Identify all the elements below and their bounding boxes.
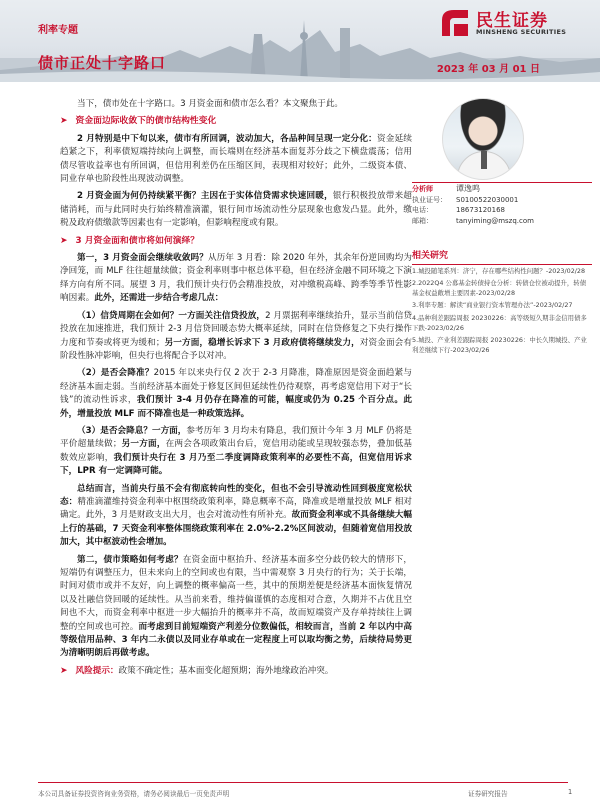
report-date: 2023 年 03 月 01 日 xyxy=(436,64,540,75)
paragraph xyxy=(60,252,412,306)
bold-text: 总结而言，当前央行虽不会有彻底转向性的变化，但也不会引导流动性回到极度宽松状态： xyxy=(60,483,412,507)
text: 2015 年以来央行仅 2 次于 2-3 月降准，降准原因是资金面趋紧与经济基本面走弱。当前经济基本面处于修复区间但延续性仍待观察，再考虑宽信用下对于“长钱”的流动性诉求， xyxy=(60,368,412,406)
bold-text: 第二，债市策略如何考虑？ xyxy=(77,554,183,565)
bold-text: 2 月资金面为何仍持续紧平衡？主因在于实体信贷需求快速回暖， xyxy=(77,191,333,202)
company-logo xyxy=(436,4,586,44)
bold-text: 故而资金利率或不具备继续大幅上行的基础，7 天资金利率整体围绕政策利率在 2.0%-2.2%区间波动，但随着宽信用投放加大，其中枢波动性会增加。 xyxy=(60,510,412,548)
text: 精准滴灌维持资金利率中枢围绕政策利率，降息概率不高，降准或是增量投放 MLF 相对确定。此外，3 月是财政支出大月，也会对流动性有所补充。 xyxy=(60,496,412,521)
phone-row xyxy=(412,205,592,216)
text: 参考历年 3 月均未有降息，我们预计今年 3 月 MLF 仍将是平价超量续做； xyxy=(60,425,412,450)
risk-text: 政策不确定性；基本面变化超预期；海外地缘政治冲突。 xyxy=(118,665,334,676)
section-heading xyxy=(60,235,412,248)
related-heading: 相关研究 xyxy=(412,252,592,265)
paragraph xyxy=(60,133,412,187)
bold-text: 我们预计 3-4 月仍存在降准的可能，幅度或仍为 0.25 个百分点。此外，增量投放 MLF 而不降准也是一种政策选择。 xyxy=(60,395,413,419)
cert-row xyxy=(412,195,592,206)
logo-cn-text: 民生证券 xyxy=(476,11,548,31)
related-item[interactable]: 5.城投、产业利差跟踪周报 20230226：中长久期城投、产业利差继续下行-2023/02/26 xyxy=(412,336,587,354)
text: 资金延续趋紧之下，利率债短端持续向上调整，而长端则在经济基本面复苏分歧之下横盘震荡；信用债尽管收益率也有所回调，但信用利差仍在压缩区间，表现相对较好；此外，二级资本债、同业存单也阶段性出现波动调整。 xyxy=(60,133,412,185)
bold-text: （1）信贷周期在会如何？一方面关注信贷投放， xyxy=(77,310,266,321)
paragraph xyxy=(60,554,412,661)
related-item[interactable]: 3.利率专题：解读“商业银行资本管理办法”-2023/02/27 xyxy=(412,301,573,310)
bold-text: 而考虑到目前短端资产利差分位数偏低，相较而言，当前 2 年以内中高等级信用品种、3 年内二永债以及同业存单或在一定程度上可以取均衡之势，后续待局势更为清晰明朗后再做考虑。 xyxy=(60,621,412,659)
arrow-icon: ➤ xyxy=(60,665,68,676)
report-category: 证券研究报告 xyxy=(468,790,508,798)
bold-text: （3）是否会降息？一方面， xyxy=(77,425,187,436)
main-content xyxy=(60,98,412,678)
text: 对资金面会有阶段性脉冲影响，但央行也将配合予以对冲。 xyxy=(60,337,412,361)
report-type-label: 利率专题 xyxy=(38,25,78,36)
paragraph xyxy=(60,425,412,479)
text: 在资金面中枢抬升、经济基本面多空分歧仍较大的情形下，短端仍有调整压力，但未来向上的空间或也有限，当中需观察 3 月央行的行为；关于长端，时间对债市或并不友好，向上调整的概率偏高一些，其中的预期差便是经济基本面恢复情况以及社融信贷回暖的延续性。从当前来看，维持偏谨慎的态度相对合意，久期并不占优且空间也不大，而资金利率中枢进一步大幅抬升的概率并不高，故而短端资产及存单持续往上调整的空间或也可控。 xyxy=(60,554,412,632)
bold-text: （2）是否会降准？ xyxy=(77,368,154,379)
paragraph xyxy=(60,310,412,364)
bold-text: 我们预计央行在 3 月乃至二季度调降政策利率的必要性不高，但宽信用诉求下，LPR 有一定调降可能。 xyxy=(60,452,412,477)
report-title: 债市正处十字路口 xyxy=(38,54,167,72)
related-research xyxy=(412,252,592,358)
email-row xyxy=(412,216,592,227)
arrow-icon: ➤ xyxy=(60,235,68,246)
analyst-role-label: 分析师 xyxy=(412,185,433,193)
analyst-photo xyxy=(442,98,524,180)
text: 在两会各项政策出台后，宽信用动能或呈现较强态势，叠加低基数效应影响， xyxy=(60,439,412,463)
section-title: 资金面边际收敛下的债市结构性变化 xyxy=(75,116,217,127)
arrow-icon: ➤ xyxy=(60,116,68,127)
cert-value: S0100522030001 xyxy=(456,195,519,204)
bold-text: 此外，还需进一步结合考虑几点： xyxy=(94,293,224,304)
logo-en-text: MINSHENG SECURITIES xyxy=(476,28,567,36)
bold-text: 2 月特别是中下旬以来，债市有所回调，波动加大，各品种间呈现一定分化： xyxy=(77,133,377,144)
related-item[interactable]: 1.城投随笔系列：济宁，存在哪些结构性问题？-2023/02/28 xyxy=(412,266,586,275)
risk-warning xyxy=(60,665,412,678)
related-item[interactable]: 4.品种利差跟踪周报 20230226：高等级短久期非金信用债多下跌-2023/02/26 xyxy=(412,313,587,332)
analyst-info xyxy=(412,184,592,226)
analyst-divider xyxy=(412,182,592,183)
paragraph xyxy=(60,483,412,550)
photo-tie xyxy=(481,151,487,169)
phone-label: 电话： xyxy=(412,206,433,214)
bold-text: 另一方面，稳增长诉求下 3 月政府债将继续发力， xyxy=(164,337,360,348)
email-value[interactable]: tanyiming@mszq.com xyxy=(456,216,534,225)
bold-text: 第一，3 月资金面会继续收敛吗？ xyxy=(77,253,208,264)
email-label: 邮箱： xyxy=(412,216,433,225)
phone-value: 18673120168 xyxy=(456,206,505,214)
analyst-name: 谭逸鸣 xyxy=(456,184,480,193)
paragraph xyxy=(60,190,412,230)
related-item[interactable]: 2.2022Q4 公募基金转债持仓分析：转债仓位被动提升，转债基金权益敞增主要因素-2023/02/28 xyxy=(412,279,587,297)
disclaimer-text: 本公司具备证券投资咨询业务资格，请务必阅读最后一页免责声明 xyxy=(38,790,230,798)
section-heading xyxy=(60,115,412,128)
analyst-name-row xyxy=(412,184,592,195)
text: 从历年 3 月看：除 2020 年外，其余年份逆回购均为净回笼，而 MLF 往往超量续做；资金利率则事中枢总体平稳，但在经济金融不同环境之下演绎方向有所不同。展望 3 月，我们预计央行仍会精准投放，对冲缴税高峰、跨季等季节性影响因素。 xyxy=(60,253,412,304)
text: 银行积极投放带来超储消耗，而与此同时央行始终精准滴灌，银行间市场流动性分层现象也愈发凸显。此外，缴税及政府债缴款等因素也有一定影响，但影响程度或有限。 xyxy=(60,191,412,229)
cert-label: 执业证号： xyxy=(412,195,447,204)
logo-mark-icon xyxy=(438,6,472,40)
page-number: 1 xyxy=(568,788,573,796)
section-title: 3 月资金面和债市将如何演绎？ xyxy=(75,235,200,246)
text: 2 月票据利率继续抬升，显示当前信贷投放在加速推进，我们预计 2-3 月信贷回暖态势大概率延续，同时在信贷修复之下央行操作力度和节奏或将更为缓和； xyxy=(60,310,413,348)
paragraph xyxy=(60,367,412,421)
bold-text: 另一方面， xyxy=(121,439,166,450)
page-footer xyxy=(0,782,600,800)
report-header xyxy=(0,0,600,82)
risk-label: 风险提示： xyxy=(75,665,119,676)
intro-paragraph: 当下，债市处在十字路口。3 月资金面和债市怎么看？本文聚焦于此。 xyxy=(77,99,344,109)
